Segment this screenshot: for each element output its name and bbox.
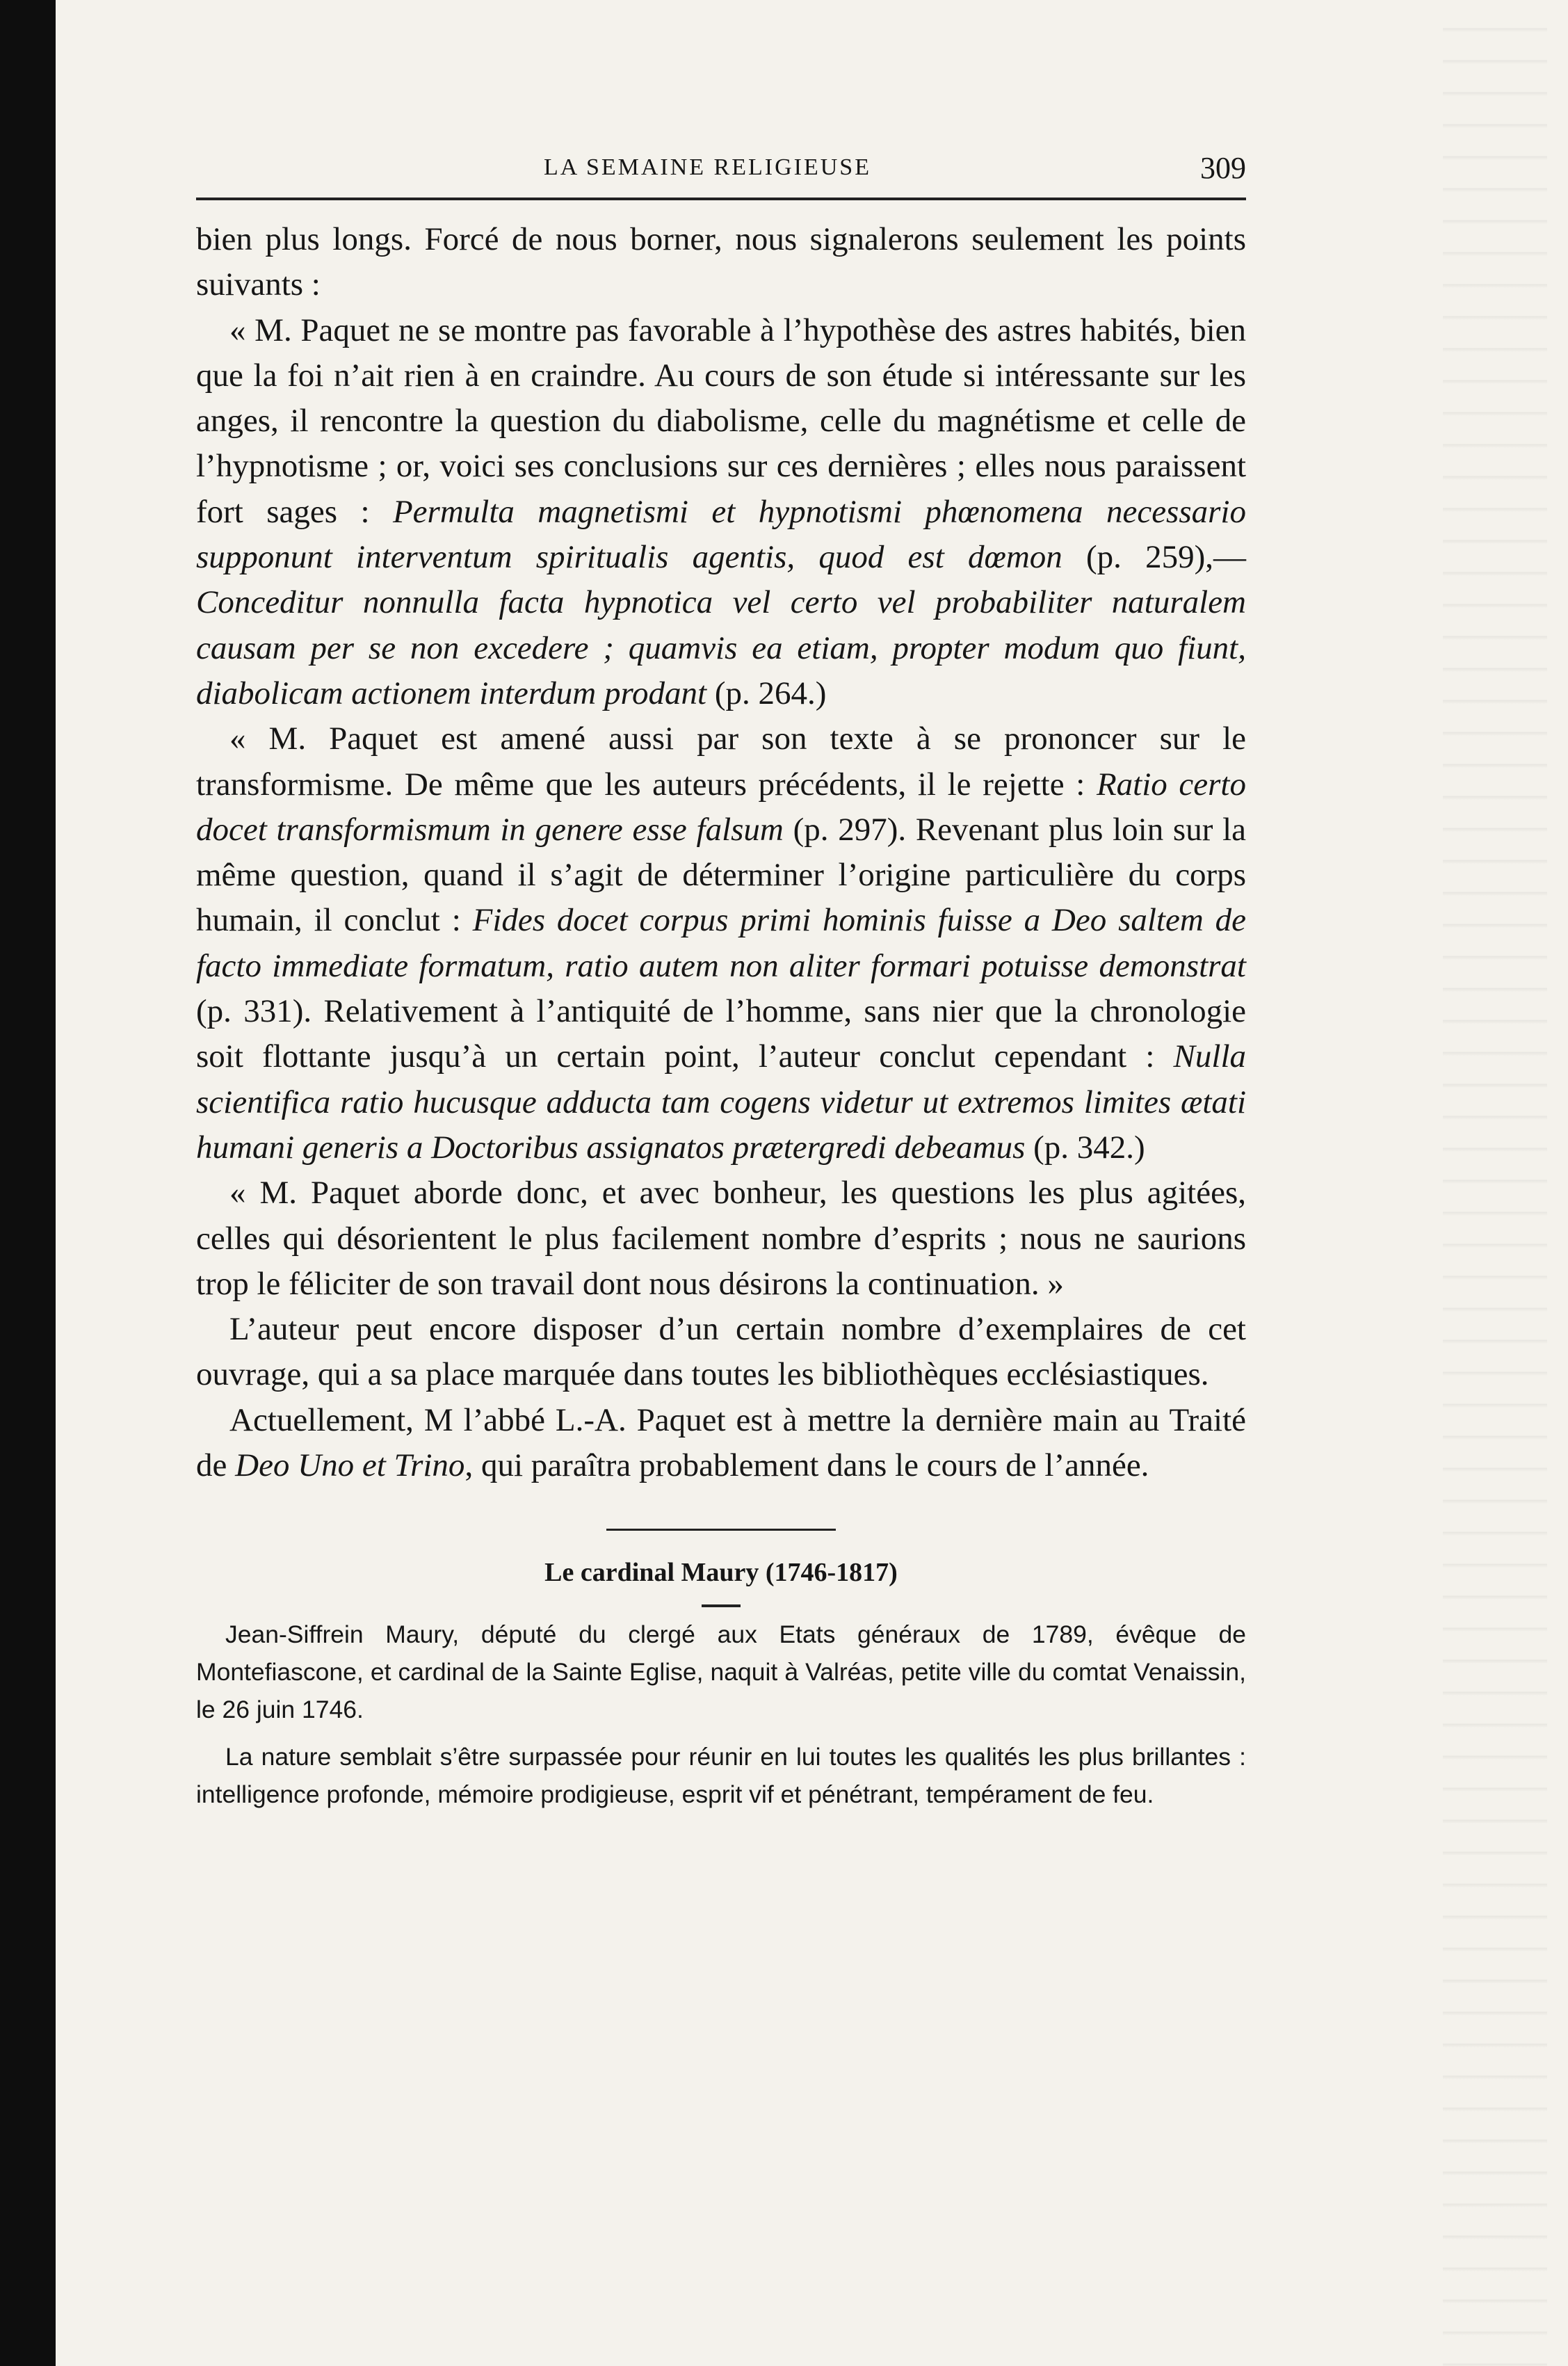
paragraph-text: , qui paraîtra probablement dans le cours de l’année. xyxy=(464,1447,1149,1484)
title-underline xyxy=(702,1604,741,1607)
paragraph-conclusion xyxy=(196,1170,1246,1307)
page-reference: (p. 264.) xyxy=(706,675,827,711)
article-text xyxy=(196,1616,1246,1813)
latin-quote: Ratio certo docet transformismum in genere esse falsum xyxy=(196,766,1246,848)
paragraph-next-work xyxy=(196,1398,1246,1489)
paragraph-text: « M. Paquet ne se montre pas favorable à l’hypothèse des astres habités, bien que la foi n’ait rien à en craindre. Au cours de son étude si intéressante sur les anges, il rencontre la question du diabolisme, celle du magnétisme et celle de l’hypnotisme ; or, voici ses conclusions sur ces dernières ; elles nous paraissent fort sages : xyxy=(196,312,1246,530)
header-rule xyxy=(196,198,1246,200)
paragraph-transformism xyxy=(196,716,1246,1170)
paragraph-text: L’auteur peut encore disposer d’un certain nombre d’exemplaires de cet ouvrage, qui a sa place marquée dans toutes les bibliothèques ecclésiastiques. xyxy=(196,1311,1246,1393)
latin-quote: Nulla scientifica ratio hucusque adducta tam cogens videtur ut extremos limites ætati humani generis a Doctoribus assignatos prætergredi debeamus xyxy=(196,1038,1246,1166)
page-reference: (p. 342.) xyxy=(1025,1129,1145,1166)
section-title: Le cardinal Maury (1746-1817) xyxy=(544,1558,898,1588)
page-reference: (p. 259),— xyxy=(1062,539,1246,576)
paragraph-text: « M. Paquet est amené aussi par son texte à se prononcer sur le transformisme. De même que les auteurs précédents, il le rejette : xyxy=(196,721,1246,803)
page-number: 309 xyxy=(1200,151,1246,185)
scan-margin-noise xyxy=(1443,0,1547,2366)
article-paragraph: Jean-Siffrein Maury, député du clergé aux Etats généraux de 1789, évêque de Montefiascone, et cardinal de la Sainte Eglise, naquit à Valréas, petite ville du comtat Venaissin, le 26 juin 1746. xyxy=(196,1620,1246,1724)
section-divider xyxy=(606,1529,836,1531)
paragraph-text: bien plus longs. Forcé de nous borner, nous signalerons seulement les points suivants : xyxy=(196,221,1246,303)
page-binding-edge xyxy=(0,0,56,2366)
paragraph-text: Actuellement, M l’abbé L.-A. Paquet est à mettre la dernière main au Traité de xyxy=(196,1401,1246,1484)
running-title: LA SEMAINE RELIGIEUSE xyxy=(544,154,871,180)
paragraph-text: « M. Paquet aborde donc, et avec bonheur, les questions les plus agitées, celles qui désorientent le plus facilement nombre d’esprits ; nous ne saurions trop le féliciter de son travail dont nous désirons la continuation. » xyxy=(196,1175,1246,1302)
latin-quote: Conceditur nonnulla facta hypnotica vel certo vel probabiliter naturalem causam per se non excedere ; quamvis ea etiam, propter modum quo fiunt, diabolicam actionem interdum prodant xyxy=(196,584,1246,711)
paragraph-copies xyxy=(196,1307,1246,1398)
book-title: Deo Uno et Trino xyxy=(235,1447,465,1484)
paragraph-text: (p. 297). Revenant plus loin sur la même question, quand il s’agit de déterminer l’origine particulière du corps humain, il conclut : xyxy=(196,811,1247,939)
latin-quote: Fides docet corpus primi hominis fuisse a Deo saltem de facto immediate formatum, ratio autem non aliter formari potuisse demonstrat xyxy=(196,902,1246,984)
latin-quote: Permulta magnetismi et hypnotismi phœnomena necessario supponunt interventum spiritualis agentis, quod est dœmon xyxy=(196,493,1246,576)
document-page xyxy=(196,139,1246,1823)
paragraph-continuation xyxy=(196,217,1246,308)
paragraph-angels-hypnotism xyxy=(196,308,1246,717)
running-header xyxy=(196,139,1246,188)
review-text xyxy=(196,217,1246,1488)
article-paragraph: La nature semblait s’être surpassée pour réunir en lui toutes les qualités les plus brillantes : intelligence profonde, mémoire prodigieuse, esprit vif et pénétrant, tempérament de feu. xyxy=(196,1743,1246,1809)
paragraph-text: (p. 331). Relativement à l’antiquité de l’homme, sans nier que la chronologie soit flottante jusqu’à un certain point, l’auteur conclut cependant : xyxy=(196,993,1246,1075)
